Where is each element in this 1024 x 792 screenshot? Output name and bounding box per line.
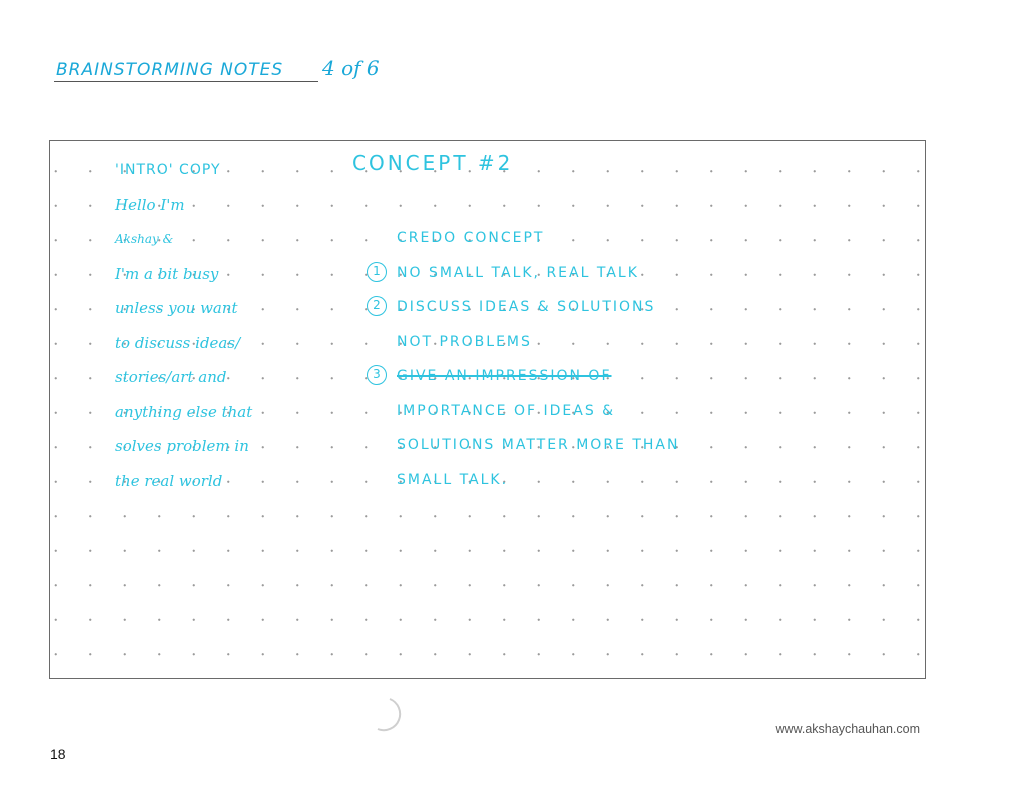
- concept-point: [373, 290, 679, 325]
- concept-title: CONCEPT #2: [352, 151, 514, 175]
- intro-copy-heading: 'INTRO' COPY: [115, 162, 221, 178]
- intro-line: stories/art and: [115, 368, 227, 386]
- dot-grid-card: [49, 140, 926, 679]
- circled-number-2: 2: [367, 296, 387, 316]
- concept-point-text: NO SMALL TALK, REAL TALK: [397, 264, 639, 281]
- concept-point: [397, 428, 679, 463]
- notes-title: BRAINSTORMING NOTES: [56, 60, 284, 80]
- concept-point: [373, 359, 679, 394]
- intro-line: to discuss ideas/: [115, 333, 241, 352]
- intro-line: I'm a bit busy: [115, 264, 219, 283]
- concept-point-text: IMPORTANCE OF IDEAS &: [397, 402, 616, 419]
- website-url: www.akshaychauhan.com: [775, 722, 920, 736]
- intro-line: Akshay &: [115, 232, 174, 246]
- intro-line: solves problem in: [115, 437, 249, 455]
- concept-point-text: DISCUSS IDEAS & SOLUTIONS: [397, 299, 656, 315]
- concept-point-text: SOLUTIONS MATTER MORE THAN: [397, 437, 680, 453]
- struck-through-text: GIVE AN IMPRESSION OF: [397, 368, 612, 384]
- intro-line: Hello I'm: [115, 195, 185, 214]
- concept-subtitle: CREDO CONCEPT: [397, 230, 545, 246]
- intro-line: unless you want: [115, 299, 238, 317]
- circled-number-1: 1: [367, 262, 387, 282]
- page-number: 18: [50, 746, 66, 762]
- concept-point: [397, 463, 679, 498]
- concept-point: [397, 394, 679, 429]
- concept-point-text: NOT PROBLEMS: [397, 333, 532, 350]
- title-underline: [54, 81, 318, 82]
- concept-point: [373, 256, 679, 291]
- concept-point: [397, 325, 679, 360]
- concept-point-text: SMALL TALK.: [397, 471, 509, 488]
- intro-copy-column: [115, 153, 252, 498]
- intro-line: the real world: [115, 471, 223, 490]
- intro-line: anything else that: [115, 402, 253, 421]
- circled-number-3: 3: [367, 365, 387, 385]
- page-curl-mark: [372, 695, 414, 737]
- page-indicator: 4 of 6: [322, 56, 380, 80]
- concept-column: [373, 221, 680, 497]
